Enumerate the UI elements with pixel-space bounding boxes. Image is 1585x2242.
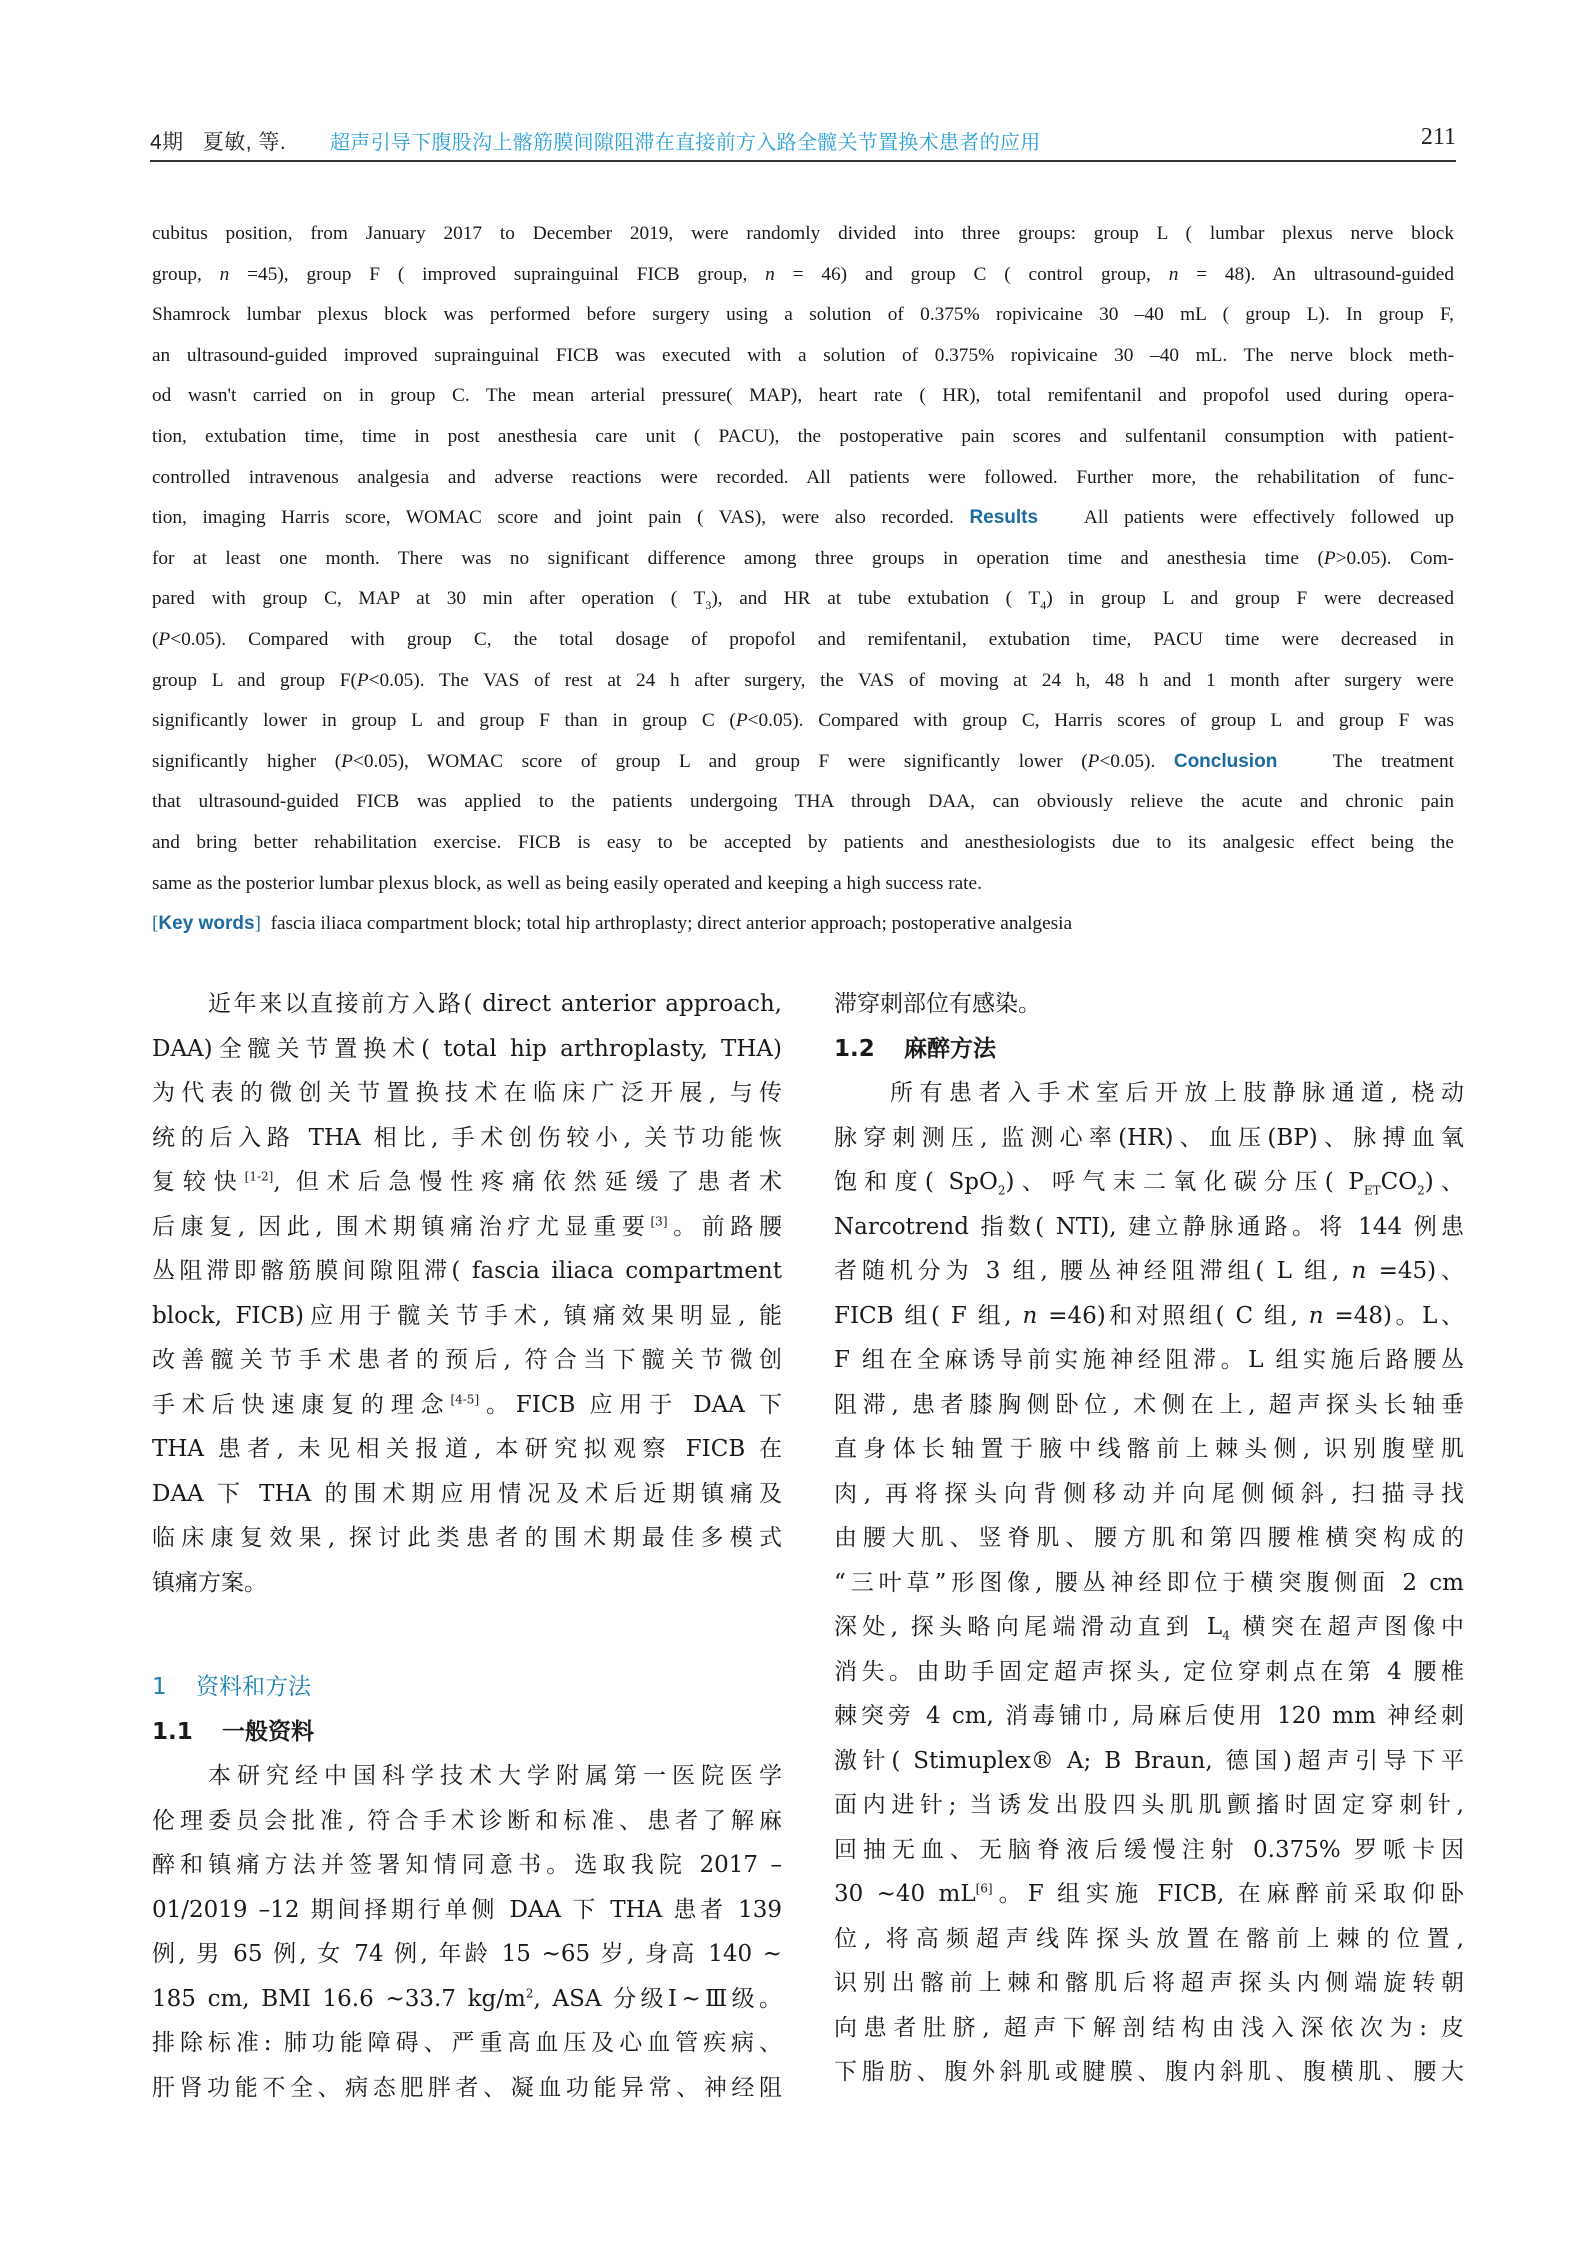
running-header [150, 122, 1456, 158]
abstract-line: tion, extubation time, time in post anesthesia care unit ( PACU), the postoperative pain scores and sulfentanil consumption with patient- [152, 425, 1454, 447]
abstract-line: that ultrasound-guided FICB was applied to the patients undergoing THA through DAA, can obviously relieve the acute and chronic pain [152, 791, 1454, 813]
body-line: 醉和镇痛方法并签署知情同意书。选取我院 2017 – [152, 1852, 782, 1878]
body-line: 伦理委员会批准, 符合手术诊断和标准、患者了解麻 [152, 1807, 782, 1834]
abstract-line: od wasn't carried on in group C. The mean arterial pressure( MAP), heart rate ( HR), total remifentanil and propofol used during opera- [152, 385, 1454, 407]
body-line: 为代表的微创关节置换技术在临床广泛开展, 与传 [152, 1080, 782, 1106]
body-line: 回抽无血、无脑脊液后缓慢注射 0.375% 罗哌卡因 [834, 1836, 1464, 1863]
body-line: 后康复, 因此, 围术期镇痛治疗尤显重要[3]。前路腰 [152, 1213, 782, 1240]
body-line: block, FICB)应用于髋关节手术, 镇痛效果明显, 能 [152, 1302, 782, 1329]
body-line: DAA)全髋关节置换术( total hip arthroplasty, THA) [152, 1035, 782, 1062]
body-line: THA 患者, 未见相关报道, 本研究拟观察 FICB 在 [152, 1436, 782, 1462]
authors: 夏敏, 等. [202, 131, 287, 154]
right-column [834, 982, 1464, 2095]
body-line: F 组在全麻诱导前实施神经阻滞。L 组实施后路腰丛 [834, 1347, 1464, 1373]
body-line: Narcotrend 指数( NTI), 建立静脉通路。将 144 例患 [834, 1213, 1464, 1240]
abstract-line: controlled intravenous analgesia and adverse reactions were recorded. All patients were followed. Further more, the rehabilitation of func- [152, 466, 1454, 488]
body-line: 近年来以直接前方入路( direct anterior approach, [208, 991, 782, 1017]
body-line: 面内进针; 当诱发出股四头肌肌颤搐时固定穿刺针, [834, 1792, 1464, 1818]
body-line: 01/2019 –12 期间择期行单侧 DAA 下 THA 患者 139 [152, 1896, 782, 1923]
body-line: 消失。由助手固定超声探头, 定位穿刺点在第 4 腰椎 [834, 1658, 1464, 1685]
abstract-line: significantly lower in group L and group F than in group C (P<0.05). Compared with group C, Harris scores of group L and group F was [152, 710, 1454, 732]
body-line: 所有患者入手术室后开放上肢静脉通道, 桡动 [890, 1080, 1464, 1106]
body-line: 镇痛方案。 [152, 1569, 267, 1596]
body-line: “三叶草”形图像, 腰丛神经即位于横突腹侧面 2 cm [834, 1569, 1464, 1596]
abstract-line: tion, imaging Harris score, WOMAC score and joint pain ( VAS), were also recorded. Results All patients were effectively followed up [152, 507, 1455, 529]
body-line: 阻滞, 患者膝胸侧卧位, 术侧在上, 超声探头长轴垂 [834, 1391, 1464, 1418]
body-line: 直身体长轴置于腋中线髂前上棘头侧, 识别腹壁肌 [834, 1436, 1464, 1462]
issue-label: 4期 [150, 131, 184, 154]
body-line: 深处, 探头略向尾端滑动直到 $L_4$ 横突在超声图像中 [834, 1614, 1465, 1643]
page-number: 211 [1420, 124, 1456, 150]
citation[interactable]: [6] [975, 1881, 993, 1896]
body-line: 由腰大肌、竖脊肌、腰方肌和第四腰椎横突构成的 [834, 1525, 1464, 1551]
body-line: 排除标准: 肺功能障碍、严重高血压及心血管疾病、 [152, 2030, 782, 2056]
body-line: FICB 组( F 组, n =46)和对照组( C 组, n =48)。L、 [834, 1302, 1464, 1329]
keywords-label: Key words [158, 913, 255, 935]
abstract-line: pared with group C, MAP at 30 min after operation ( $T_3$), and HR at tube extubation ( $T_4$) in group L and group F were decreased [152, 588, 1454, 613]
keywords: [Key words] fascia iliaca compartment block; total hip arthroplasty; direct anterior approach; postoperative analgesia [152, 913, 1073, 935]
conclusion-label: Conclusion [1173, 750, 1278, 772]
abstract-line: for at least one month. There was no significant difference among three groups in operation time and anesthesia time (P>0.05). Com- [152, 547, 1454, 569]
body-line: 激针( Stimuplex® A; B Braun, 德国)超声引导下平 [834, 1747, 1464, 1774]
body-line: 向患者肚脐, 超声下解剖结构由浅入深依次为: 皮 [834, 2014, 1464, 2041]
body-line: 脉穿刺测压, 监测心率(HR)、血压(BP)、脉搏血氧 [834, 1124, 1464, 1151]
issue-and-authors [150, 126, 286, 156]
body-line: 30 ~40 mL[6]。F 组实施 FICB, 在麻醉前采取仰卧 [834, 1881, 1465, 1907]
abstract-line: significantly higher (P<0.05), WOMAC score of group L and group F were significantly lower (P<0.05). Conclusion The treatment [152, 750, 1454, 772]
abstract-line: Shamrock lumbar plexus block was performed before surgery using a solution of 0.375% ropivicaine 30 –40 mL ( group L). In group F, [152, 304, 1454, 326]
left-column [152, 982, 782, 2110]
results-label: Results [969, 507, 1039, 529]
english-abstract [152, 214, 1454, 945]
body-line: 肉, 再将探头向背侧移动并向尾侧倾斜, 扫描寻找 [834, 1480, 1464, 1507]
keywords-text: fascia iliaca compartment block; total hip arthroplasty; direct anterior approach; postoperative analgesia [270, 913, 1073, 935]
body-line: 饱和度( SpO$_2$)、呼气末二氧化碳分压( $P_{ET}CO_2$)、 [834, 1169, 1465, 1198]
body-line: 本研究经中国科学技术大学附属第一医院医学 [208, 1763, 782, 1789]
abstract-line: group, n =45), group F ( improved suprainguinal FICB group, n = 46) and group C ( control group, n = 48). An ultrasound-guided [152, 263, 1454, 285]
body-line: 复较快[1-2], 但术后急慢性疼痛依然延缓了患者术 [152, 1169, 783, 1195]
citation[interactable]: [4-5] [450, 1391, 480, 1406]
body-line: 临床康复效果, 探讨此类患者的围术期最佳多模式 [152, 1525, 782, 1551]
body-line: 185 cm, BMI 16.6 ~33.7 $kg/m^2$, ASA 分级Ⅰ~Ⅲ级。 [152, 1985, 782, 2012]
body-line: 滞穿刺部位有感染。 [834, 991, 1041, 1017]
abstract-line: cubitus position, from January 2017 to December 2019, were randomly divided into three groups: group L ( lumbar plexus nerve block [152, 223, 1454, 244]
body-line: 例, 男 65 例, 女 74 例, 年龄 15 ~65 岁, 身高 140 ~ [152, 1941, 782, 1967]
body-line: 位, 将高频超声线阵探头放置在髂前上棘的位置, [834, 1925, 1464, 1952]
abstract-line: (P<0.05). Compared with group C, the total dosage of propofol and remifentanil, extubation time, PACU time were decreased in [152, 628, 1454, 650]
article-title: 超声引导下腹股沟上髂筋膜间隙阻滞在直接前方入路全髋关节置换术患者的应用 [330, 130, 1041, 154]
body-line: 手术后快速康复的理念[4-5]。FICB 应用于 DAA 下 [152, 1391, 783, 1418]
citation[interactable]: [1-2] [244, 1169, 274, 1184]
abstract-line: same as the posterior lumbar plexus block, as well as being easily operated and keeping a high success rate. [152, 872, 982, 894]
body-line: 统的后入路 THA 相比, 手术创伤较小, 关节功能恢 [152, 1124, 782, 1151]
section-heading-1: 1 资料和方法 [152, 1674, 311, 1700]
header-rule [150, 160, 1456, 162]
citation[interactable]: [3] [650, 1213, 668, 1228]
abstract-line: and bring better rehabilitation exercise. FICB is easy to be accepted by patients and anesthesiologists due to its analgesic effect being the [152, 831, 1454, 853]
body-line: 棘突旁 4 cm, 消毒铺巾, 局麻后使用 120 mm 神经刺 [834, 1703, 1464, 1729]
body-line: DAA 下 THA 的围术期应用情况及术后近期镇痛及 [152, 1480, 782, 1507]
abstract-line: an ultrasound-guided improved suprainguinal FICB was executed with a solution of 0.375% ropivicaine 30 –40 mL. The nerve block meth- [152, 344, 1454, 366]
body-line: 下脂肪、腹外斜肌或腱膜、腹内斜肌、腹横肌、腰大 [834, 2059, 1464, 2085]
abstract-line: group L and group F(P<0.05). The VAS of rest at 24 h after surgery, the VAS of moving at 24 h, 48 h and 1 month after surgery were [152, 669, 1454, 691]
body-line: 者随机分为 3 组, 腰丛神经阻滞组( L 组, n =45)、 [834, 1258, 1464, 1284]
body-line: 识别出髂前上棘和髂肌后将超声探头内侧端旋转朝 [834, 1970, 1464, 1996]
body-line: 改善髋关节手术患者的预后, 符合当下髋关节微创 [152, 1347, 782, 1373]
section-heading-1-1: 1.1 一般资料 [152, 1718, 314, 1745]
body-line: 肝肾功能不全、病态肥胖者、凝血功能异常、神经阻 [152, 2074, 782, 2101]
body-line: 丛阻滞即髂筋膜间隙阻滞( fascia iliaca compartment [152, 1258, 782, 1284]
section-heading-1-2: 1.2 麻醉方法 [834, 1035, 996, 1062]
